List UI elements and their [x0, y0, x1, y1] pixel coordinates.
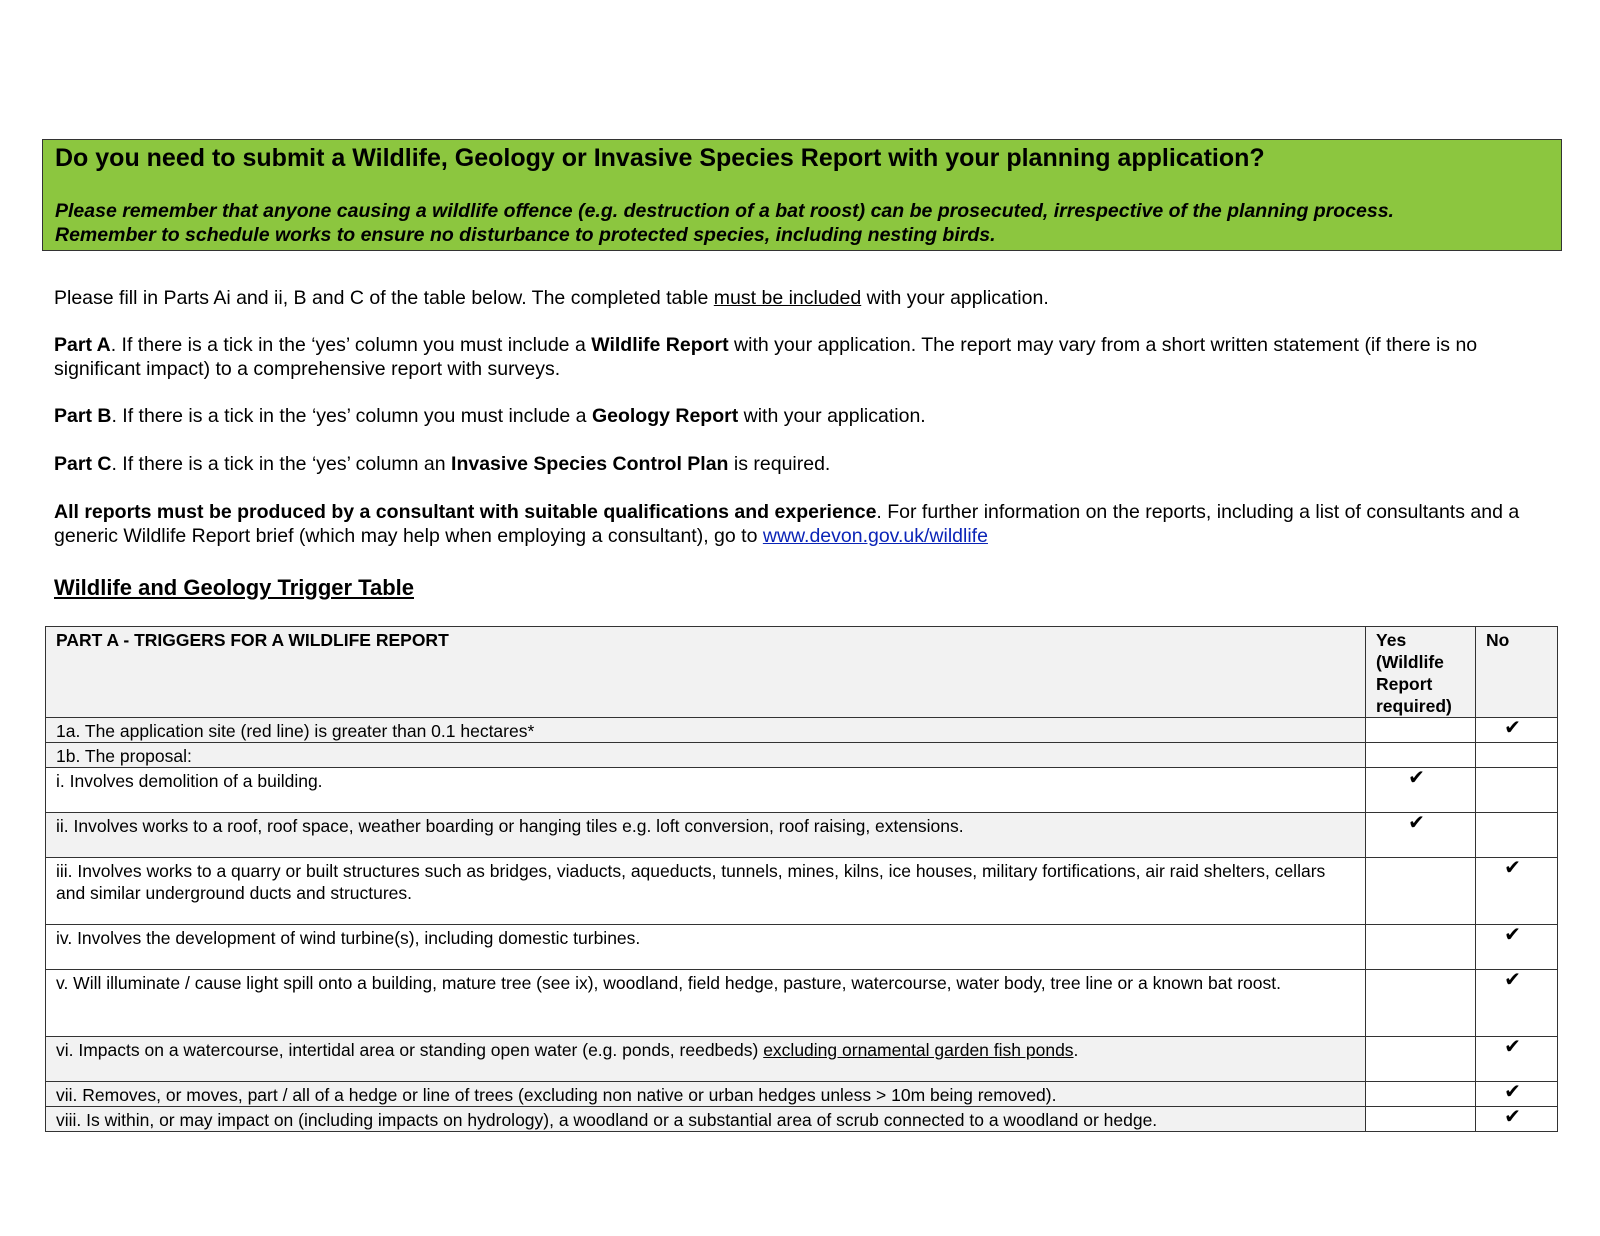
yes-cell	[1366, 768, 1476, 813]
yes-header: Yes (Wildlife Report required)	[1366, 627, 1476, 718]
yes-cell	[1366, 925, 1476, 970]
no-cell	[1476, 858, 1558, 925]
tick-icon: ✔	[1504, 969, 1521, 991]
part-a-paragraph: Part A. If there is a tick in the ‘yes’ column you must include a Wildlife Report with your application. The report may vary from a short written statement (if there is no significant impact) to a comprehensive report with surveys.	[54, 334, 1478, 380]
table-row: vi. Impacts on a watercourse, intertidal area or standing open water (e.g. ponds, reedbeds) excluding ornamental garden fish ponds. ✔	[46, 1037, 1558, 1082]
tick-icon: ✔	[1504, 1081, 1521, 1103]
yes-cell	[1366, 743, 1476, 768]
table-row: viii. Is within, or may impact on (including impacts on hydrology), a woodland or a substantial area of scrub connected to a woodland or hedge. ✔	[46, 1107, 1558, 1132]
wildlife-link[interactable]: www.devon.gov.uk/wildlife	[762, 525, 988, 547]
no-header: No	[1476, 627, 1558, 718]
part-b-paragraph: Part B. If there is a tick in the ‘yes’ column you must include a Geology Report with your application.	[54, 405, 926, 427]
no-cell	[1476, 925, 1558, 970]
no-cell	[1476, 1107, 1558, 1132]
table-row: 1b. The proposal:	[46, 743, 1558, 768]
table-heading: Wildlife and Geology Trigger Table	[54, 575, 414, 600]
no-cell	[1476, 970, 1558, 1037]
trigger-table	[45, 626, 1558, 1132]
tick-icon: ✔	[1504, 1036, 1521, 1058]
title-banner	[42, 139, 1562, 251]
yes-cell	[1366, 1037, 1476, 1082]
tick-icon: ✔	[1504, 1106, 1521, 1128]
no-cell	[1476, 743, 1558, 768]
page-title: Do you need to submit a Wildlife, Geology or Invasive Species Report with your planning application?	[55, 144, 1265, 172]
yes-cell	[1366, 1082, 1476, 1107]
no-cell	[1476, 768, 1558, 813]
no-cell	[1476, 1082, 1558, 1107]
yes-cell	[1366, 970, 1476, 1037]
table-row: ii. Involves works to a roof, roof space, weather boarding or hanging tiles e.g. loft conversion, roof raising, extensions. ✔	[46, 813, 1558, 858]
tick-icon: ✔	[1504, 857, 1521, 879]
table-row: vii. Removes, or moves, part / all of a hedge or line of trees (excluding non native or urban hedges unless > 10m being removed). ✔	[46, 1082, 1558, 1107]
no-cell	[1476, 1037, 1558, 1082]
table-row: iii. Involves works to a quarry or built structures such as bridges, viaducts, aqueducts, tunnels, mines, kilns, ice houses, military fortifications, air raid shelters, cellars and similar underground ducts and structures. ✔	[46, 858, 1558, 925]
intro-paragraph: Please fill in Parts Ai and ii, B and C of the table below. The completed table must be included with your application.	[54, 287, 1049, 309]
part-a-header: PART A - TRIGGERS FOR A WILDLIFE REPORT	[46, 627, 1366, 718]
yes-cell	[1366, 718, 1476, 743]
warning-line-2: Remember to schedule works to ensure no disturbance to protected species, including nesting birds.	[55, 224, 996, 246]
table-row: 1a. The application site (red line) is greater than 0.1 hectares* ✔	[46, 718, 1558, 743]
table-row: v. Will illuminate / cause light spill onto a building, mature tree (see ix), woodland, field hedge, pasture, watercourse, water body, tree line or a known bat roost. ✔	[46, 970, 1558, 1037]
yes-cell	[1366, 1107, 1476, 1132]
no-cell	[1476, 813, 1558, 858]
yes-cell	[1366, 813, 1476, 858]
table-row: i. Involves demolition of a building. ✔	[46, 768, 1558, 813]
tick-icon: ✔	[1408, 767, 1425, 789]
warning-text	[55, 199, 1561, 247]
yes-cell	[1366, 858, 1476, 925]
table-row: iv. Involves the development of wind turbine(s), including domestic turbines. ✔	[46, 925, 1558, 970]
tick-icon: ✔	[1504, 717, 1521, 739]
table-header-row	[46, 627, 1558, 718]
warning-line-1: Please remember that anyone causing a wildlife offence (e.g. destruction of a bat roost) can be prosecuted, irrespective of the planning process.	[55, 200, 1394, 222]
tick-icon: ✔	[1504, 924, 1521, 946]
no-cell	[1476, 718, 1558, 743]
reports-paragraph: All reports must be produced by a consultant with suitable qualifications and experience. For further information on the reports, including a list of consultants and a generic Wildlife Report brief (which may help when employing a consultant), go to www.devon.gov.uk/wildlife	[54, 501, 1520, 547]
part-c-paragraph: Part C. If there is a tick in the ‘yes’ column an Invasive Species Control Plan is required.	[54, 453, 831, 475]
tick-icon: ✔	[1408, 812, 1425, 834]
